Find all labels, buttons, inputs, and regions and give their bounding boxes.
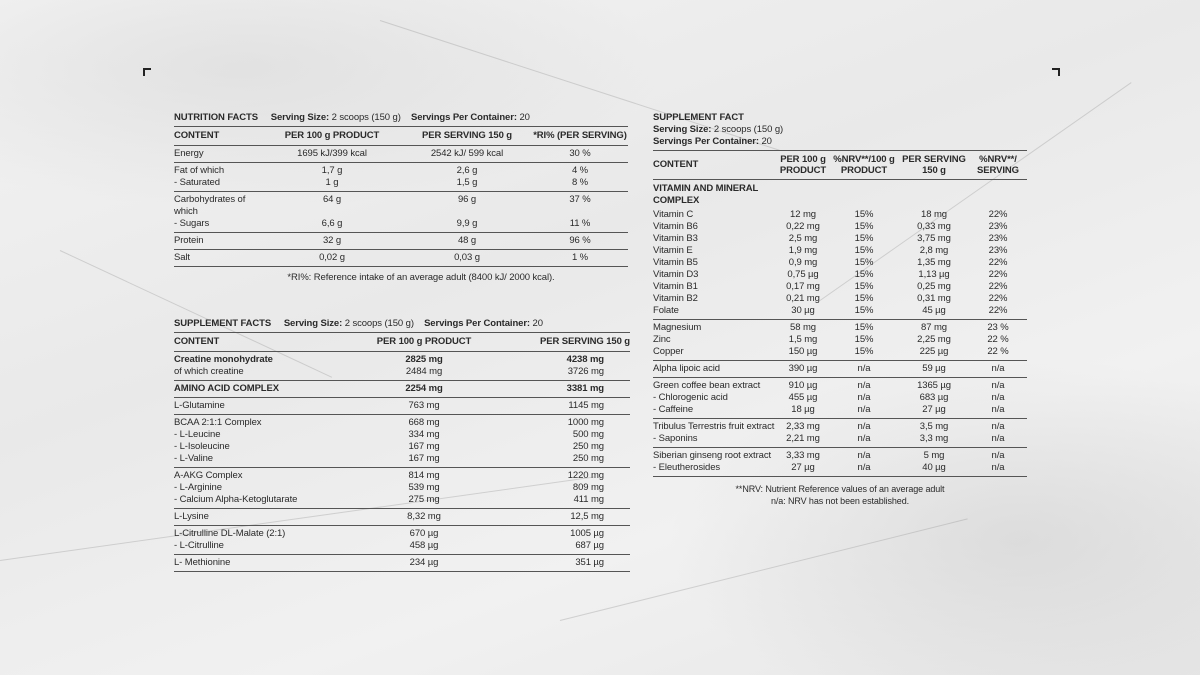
row-value: 9,9 g	[456, 218, 478, 229]
row-label: BCAA 2:1:1 Complex	[174, 417, 262, 428]
supplement-table-body	[174, 351, 630, 572]
row-label: L-Citrulline DL-Malate (2:1)	[174, 528, 286, 539]
row-label: Vitamin B2	[653, 293, 698, 304]
row-value: 2542 kJ/ 599 kcal	[430, 148, 504, 159]
row-label: L- Methionine	[174, 557, 231, 568]
row-label: Magnesium	[653, 322, 702, 333]
row-value: 683 µg	[919, 392, 949, 403]
table-row	[174, 441, 630, 453]
table-row	[174, 252, 628, 264]
table-row	[653, 404, 1027, 416]
row-label: Carbohydrates of which	[174, 194, 246, 217]
row-label: Zinc	[653, 334, 671, 345]
row-value: 37 %	[569, 194, 591, 205]
row-value: 15%	[854, 281, 874, 292]
row-group	[174, 232, 628, 249]
table-row	[174, 482, 630, 494]
row-value: n/a	[991, 421, 1005, 432]
row-value: 15%	[854, 305, 874, 316]
table-row	[174, 400, 630, 412]
row-value: 668 mg	[408, 417, 440, 428]
serving-size-value: 2 scoops (150 g)	[344, 318, 414, 329]
row-value: 1220 mg	[567, 470, 604, 481]
table-row	[174, 557, 630, 569]
row-value: 1,5 g	[456, 177, 478, 188]
row-value: 0,03 g	[454, 252, 480, 263]
row-value: 23 %	[987, 322, 1009, 333]
row-value: 40 µg	[922, 462, 946, 473]
row-group	[653, 207, 1027, 319]
row-value: 48 g	[457, 235, 477, 246]
row-value: 15%	[854, 269, 874, 280]
row-group	[174, 145, 628, 162]
row-value: 23%	[988, 221, 1008, 232]
row-label: - Saturated	[174, 177, 220, 188]
supplement-fact-title: SUPPLEMENT FACT	[653, 112, 744, 123]
column-header: PER 100 g PRODUCT	[779, 154, 827, 176]
row-label: AMINO ACID COMPLEX	[174, 383, 279, 394]
table-row	[653, 462, 1027, 474]
row-value: 1145 mg	[568, 400, 604, 411]
section-title: VITAMIN AND MINERAL COMPLEX	[653, 183, 759, 206]
row-value: 15%	[854, 245, 874, 256]
row-value: n/a	[857, 380, 871, 391]
row-group	[174, 525, 630, 554]
servings-label: Servings Per Container:	[653, 136, 759, 147]
table-row	[174, 354, 630, 366]
row-label: Salt	[174, 252, 190, 263]
row-group	[174, 397, 630, 414]
table-row	[174, 218, 628, 230]
row-group	[174, 508, 630, 525]
table-row	[653, 392, 1027, 404]
row-value: 15%	[854, 322, 874, 333]
row-value: 96 g	[457, 194, 477, 205]
supplement-fact-panel	[653, 112, 1027, 507]
row-value: n/a	[857, 392, 871, 403]
row-value: 87 mg	[921, 322, 947, 333]
row-value: n/a	[857, 421, 871, 432]
table-row	[653, 257, 1027, 269]
row-label: Fat of which	[174, 165, 225, 176]
row-value: 22%	[988, 293, 1008, 304]
row-value: 30 %	[569, 148, 591, 159]
row-value: 3,3 mg	[919, 433, 949, 444]
row-value: n/a	[857, 404, 871, 415]
row-value: n/a	[857, 450, 871, 461]
row-value: 1000 mg	[567, 417, 604, 428]
row-value: 250 mg	[572, 441, 604, 452]
row-value: n/a	[991, 363, 1005, 374]
nutrition-footnote: *RI%: Reference intake of an average adult (8400 kJ/ 2000 kcal).	[287, 272, 555, 283]
row-label: Green coffee bean extract	[653, 380, 761, 391]
row-value: 2,8 mg	[919, 245, 949, 256]
row-label: - L-Arginine	[174, 482, 222, 493]
nutrition-column-headers	[174, 126, 628, 145]
row-label: Vitamin E	[653, 245, 693, 256]
table-row	[653, 221, 1027, 233]
table-row	[653, 269, 1027, 281]
column-header: %NRV**/100 g PRODUCT	[833, 154, 895, 176]
row-value: n/a	[857, 462, 871, 473]
row-label: - L-Isoleucine	[174, 441, 230, 452]
serving-size-value: 2 scoops (150 g)	[331, 112, 401, 123]
row-group	[653, 360, 1027, 377]
serving-size-label: Serving Size:	[270, 112, 330, 123]
row-label: - Sugars	[174, 218, 210, 229]
row-value: 27 µg	[791, 462, 815, 473]
row-label: - Chlorogenic acid	[653, 392, 728, 403]
table-row	[653, 209, 1027, 221]
nrv-footnote: **NRV: Nutrient Reference values of an average adult	[735, 484, 945, 494]
nutrition-table-body	[174, 145, 628, 267]
row-value: n/a	[991, 380, 1005, 391]
row-value: n/a	[991, 392, 1005, 403]
supplement-column-headers	[174, 332, 630, 351]
row-value: 2254 mg	[405, 383, 443, 394]
row-value: 390 µg	[788, 363, 818, 374]
row-value: 0,22 mg	[786, 221, 820, 232]
column-header: PER SERVING 150 g	[902, 154, 966, 176]
row-label: of which creatine	[174, 366, 244, 377]
row-group	[174, 249, 628, 266]
row-value: 18 µg	[791, 404, 815, 415]
table-row	[653, 305, 1027, 317]
row-value: 0,9 mg	[788, 257, 818, 268]
table-row	[174, 383, 630, 395]
row-value: 22%	[988, 305, 1008, 316]
supplement-header	[174, 318, 630, 332]
row-value: 2,25 mg	[917, 334, 951, 345]
row-label: A-AKG Complex	[174, 470, 243, 481]
table-row	[174, 194, 628, 218]
nutrition-header	[174, 112, 628, 126]
row-group	[174, 414, 630, 467]
row-value: 3,33 mg	[786, 450, 820, 461]
row-value: 3,75 mg	[917, 233, 951, 244]
row-value: 58 mg	[790, 322, 816, 333]
supplement-facts-panel	[174, 318, 630, 572]
serving-size-line	[653, 124, 1027, 136]
table-row	[653, 245, 1027, 257]
row-label: Alpha lipoic acid	[653, 363, 720, 374]
column-header: CONTENT	[174, 130, 220, 141]
row-value: 250 mg	[572, 453, 604, 464]
row-value: 275 mg	[408, 494, 440, 505]
row-value: 351 µg	[575, 557, 604, 568]
row-value: 2,5 mg	[788, 233, 818, 244]
servings-line	[653, 136, 1027, 150]
row-value: 8,32 mg	[407, 511, 441, 522]
row-label: Siberian ginseng root extract	[653, 450, 772, 461]
row-value: 8 %	[571, 177, 589, 188]
row-value: 59 µg	[922, 363, 946, 374]
row-group	[174, 467, 630, 508]
table-row	[174, 470, 630, 482]
row-label: - Saponins	[653, 433, 698, 444]
row-value: 15%	[854, 233, 874, 244]
corner-mark-right	[1052, 68, 1060, 76]
table-row	[174, 540, 630, 552]
row-group	[174, 162, 628, 191]
row-value: 0,33 mg	[917, 221, 951, 232]
supplement-fact-table-body	[653, 207, 1027, 477]
table-row	[653, 334, 1027, 346]
row-value: 4238 mg	[566, 354, 604, 365]
row-value: 910 µg	[788, 380, 818, 391]
column-header: *RI% (PER SERVING)	[533, 130, 627, 141]
row-value: 12 mg	[790, 209, 816, 220]
servings-label: Servings Per Container:	[424, 318, 530, 329]
row-value: 12,5 mg	[570, 511, 604, 522]
table-row	[653, 380, 1027, 392]
row-label: Energy	[174, 148, 204, 159]
row-value: 3381 mg	[566, 383, 604, 394]
column-header: CONTENT	[653, 159, 699, 170]
row-label: Vitamin B6	[653, 221, 698, 232]
row-value: 1365 µg	[917, 380, 951, 391]
row-value: 1,35 mg	[917, 257, 951, 268]
serving-size-value: 2 scoops (150 g)	[713, 124, 784, 135]
row-value: 15%	[854, 257, 874, 268]
row-value: 15%	[854, 346, 874, 357]
row-value: 3726 mg	[567, 366, 604, 377]
row-label: L-Glutamine	[174, 400, 225, 411]
table-row	[653, 421, 1027, 433]
table-row	[174, 165, 628, 177]
serving-size-label: Serving Size:	[653, 124, 712, 135]
row-value: 96 %	[569, 235, 591, 246]
row-value: 539 mg	[408, 482, 440, 493]
row-value: 30 µg	[791, 305, 815, 316]
row-group	[174, 554, 630, 571]
row-value: n/a	[991, 433, 1005, 444]
row-value: n/a	[857, 433, 871, 444]
row-value: 1,5 mg	[788, 334, 818, 345]
row-group	[174, 380, 630, 397]
table-row	[174, 235, 628, 247]
row-value: 0,25 mg	[917, 281, 951, 292]
table-row	[653, 322, 1027, 334]
table-row	[653, 233, 1027, 245]
row-label: Tribulus Terrestris fruit extract	[653, 421, 775, 432]
table-row	[653, 450, 1027, 462]
row-value: 6,6 g	[321, 218, 343, 229]
row-value: 411 mg	[573, 494, 604, 505]
row-value: 2,33 mg	[786, 421, 820, 432]
table-row	[174, 417, 630, 429]
row-value: 1,13 µg	[918, 269, 950, 280]
nutrition-facts-panel	[174, 112, 628, 284]
row-value: 763 mg	[408, 400, 440, 411]
column-header: %NRV**/ SERVING	[977, 154, 1019, 176]
row-value: 23%	[988, 233, 1008, 244]
corner-mark-left	[143, 68, 151, 76]
row-group	[653, 447, 1027, 476]
row-group	[653, 319, 1027, 360]
row-value: 1 g	[325, 177, 339, 188]
table-row	[174, 177, 628, 189]
row-value: 5 mg	[923, 450, 945, 461]
row-value: 0,02 g	[319, 252, 345, 263]
row-label: Vitamin B3	[653, 233, 698, 244]
row-value: n/a	[991, 462, 1005, 473]
row-value: 0,17 mg	[786, 281, 820, 292]
row-label: Protein	[174, 235, 204, 246]
table-row	[174, 528, 630, 540]
row-value: 11 %	[569, 218, 591, 229]
row-value: 167 mg	[408, 441, 440, 452]
row-value: 0,21 mg	[786, 293, 820, 304]
row-group	[653, 418, 1027, 447]
row-value: 22%	[988, 269, 1008, 280]
row-value: 15%	[854, 209, 874, 220]
table-row	[174, 511, 630, 523]
column-header: CONTENT	[174, 336, 220, 347]
table-row	[653, 346, 1027, 358]
row-value: 2,6 g	[456, 165, 478, 176]
table-row	[174, 148, 628, 160]
column-header: PER SERVING 150 g	[540, 336, 630, 347]
table-row	[653, 363, 1027, 375]
row-label: - L-Valine	[174, 453, 213, 464]
table-row	[653, 293, 1027, 305]
row-label: Vitamin B1	[653, 281, 698, 292]
row-value: 1 %	[571, 252, 589, 263]
servings-label: Servings Per Container:	[410, 112, 517, 123]
row-value: 15%	[854, 221, 874, 232]
row-value: 687 µg	[575, 540, 604, 551]
table-end-rule	[174, 571, 630, 572]
serving-size-label: Serving Size:	[283, 318, 343, 329]
row-value: 334 mg	[408, 429, 440, 440]
row-value: 4 %	[571, 165, 589, 176]
servings-value: 20	[532, 318, 543, 329]
row-label: Vitamin C	[653, 209, 694, 220]
row-group	[174, 191, 628, 232]
row-value: n/a	[857, 363, 871, 374]
row-value: 500 mg	[572, 429, 604, 440]
row-value: 45 µg	[922, 305, 946, 316]
row-value: 3,5 mg	[919, 421, 949, 432]
row-value: 23%	[988, 245, 1008, 256]
table-row	[174, 453, 630, 465]
table-row	[174, 429, 630, 441]
row-value: 814 mg	[408, 470, 440, 481]
supplement-fact-column-headers	[653, 150, 1027, 180]
table-row	[653, 433, 1027, 445]
row-value: 0,31 mg	[917, 293, 951, 304]
row-value: 2825 mg	[405, 354, 443, 365]
column-header: PER 100 g PRODUCT	[284, 130, 380, 141]
row-value: 18 mg	[921, 209, 947, 220]
row-value: 809 mg	[572, 482, 604, 493]
row-label: Copper	[653, 346, 684, 357]
row-value: 225 µg	[919, 346, 949, 357]
row-label: - L-Citrulline	[174, 540, 224, 551]
row-label: - Caffeine	[653, 404, 694, 415]
row-value: 2484 mg	[405, 366, 443, 377]
row-value: 22 %	[987, 346, 1009, 357]
row-value: 0,75 µg	[787, 269, 819, 280]
row-value: 234 µg	[409, 557, 439, 568]
supplement-title: SUPPLEMENT FACTS	[174, 318, 272, 329]
row-value: 1,9 mg	[788, 245, 818, 256]
row-value: 22 %	[987, 334, 1009, 345]
row-value: 150 µg	[788, 346, 818, 357]
row-value: 167 mg	[408, 453, 440, 464]
row-label: - Eleutherosides	[653, 462, 721, 473]
row-value: 15%	[854, 334, 874, 345]
column-header: PER 100 g PRODUCT	[376, 336, 472, 347]
row-value: 22%	[988, 281, 1008, 292]
na-footnote: n/a: NRV has not been established.	[770, 496, 910, 506]
row-value: 27 µg	[922, 404, 946, 415]
table-row	[174, 494, 630, 506]
row-value: 64 g	[322, 194, 342, 205]
row-label: - Calcium Alpha-Ketoglutarate	[174, 494, 298, 505]
row-value: 2,21 mg	[786, 433, 820, 444]
row-label: Vitamin B5	[653, 257, 698, 268]
row-label: Vitamin D3	[653, 269, 699, 280]
row-value: 1,7 g	[321, 165, 343, 176]
row-label: - L-Leucine	[174, 429, 221, 440]
row-value: n/a	[991, 404, 1005, 415]
row-value: 22%	[988, 257, 1008, 268]
row-value: 1695 kJ/399 kcal	[297, 148, 367, 159]
servings-value: 20	[761, 136, 772, 147]
row-value: 670 µg	[409, 528, 439, 539]
row-value: 458 µg	[409, 540, 439, 551]
row-group	[653, 377, 1027, 418]
row-value: 22%	[988, 209, 1008, 220]
row-value: n/a	[991, 450, 1005, 461]
row-label: L-Lysine	[174, 511, 209, 522]
column-header: PER SERVING 150 g	[422, 130, 512, 141]
row-value: 1005 µg	[570, 528, 604, 539]
row-label: Creatine monohydrate	[174, 354, 273, 365]
row-value: 15%	[854, 293, 874, 304]
servings-value: 20	[519, 112, 530, 123]
table-row	[653, 281, 1027, 293]
row-label: Folate	[653, 305, 679, 316]
row-value: 32 g	[322, 235, 342, 246]
nutrition-title: NUTRITION FACTS	[174, 112, 258, 123]
row-group	[174, 351, 630, 380]
row-value: 455 µg	[788, 392, 818, 403]
table-row	[174, 366, 630, 378]
